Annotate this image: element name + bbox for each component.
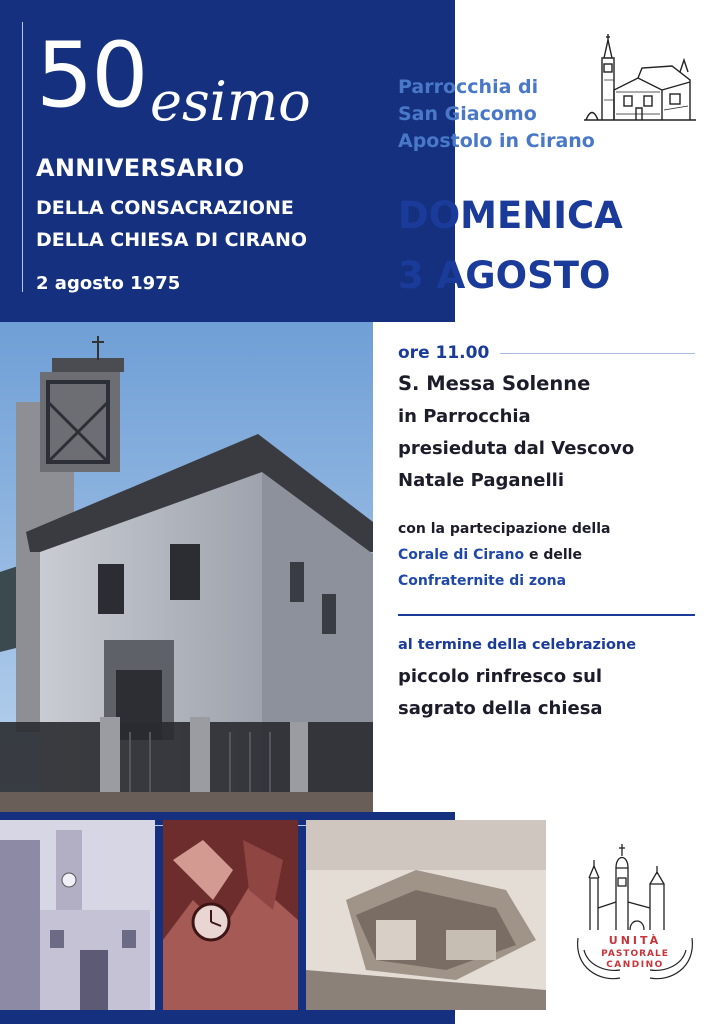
refreshment-line-2: sagrato della chiesa [398, 698, 603, 719]
logo-line-1: UNITÀ [608, 934, 662, 947]
participation-line: con la partecipazione della [398, 521, 611, 537]
pastoral-unit-logo [570, 838, 700, 988]
anniversary-suffix: esimo [150, 70, 311, 133]
consecration-line-2: DELLA CHIESA DI CIRANO [36, 229, 308, 251]
after-celebration-label: al termine della celebrazione [398, 637, 637, 653]
choir-name: Corale di Cirano [398, 547, 525, 563]
bishop-name: Natale Paganelli [398, 470, 565, 491]
consecration-date: 2 agosto 1975 [36, 273, 181, 294]
event-date: 3 AGOSTO [398, 254, 611, 297]
parish-line-2: San Giacomo [398, 103, 537, 125]
section-divider [398, 614, 695, 616]
header-frame-line [22, 22, 23, 292]
mass-location: in Parrocchia [398, 406, 531, 427]
refreshment-line-1: piccolo rinfresco sul [398, 666, 603, 687]
church-photo [0, 322, 373, 812]
parish-line-3: Apostolo in Cirano [398, 130, 595, 152]
church-sketch-image [580, 30, 700, 130]
logo-line-3: CANDINO [606, 960, 664, 970]
participation-connector: e delle [524, 547, 582, 563]
event-time: ore 11.00 [398, 343, 490, 363]
mass-presided: presieduta dal Vescovo [398, 438, 635, 459]
consecration-line-1: DELLA CONSACRAZIONE [36, 197, 294, 219]
historic-photo-church-square [0, 820, 155, 1010]
anniversary-number: 50 [36, 23, 147, 128]
parish-line-1: Parrocchia di [398, 76, 539, 98]
historic-photo-aerial-view [306, 820, 546, 1010]
parish-name [398, 74, 598, 155]
time-rule [500, 353, 695, 354]
historic-photo-collapsed-clock [163, 820, 298, 1010]
anniversary-title: ANNIVERSARIO [36, 154, 245, 182]
event-day: DOMENICA [398, 194, 623, 237]
confraternities-name: Confraternite di zona [398, 573, 567, 589]
mass-title: S. Messa Solenne [398, 372, 591, 395]
logo-line-2: PASTORALE [601, 949, 669, 959]
participation-choir-line [398, 547, 582, 563]
